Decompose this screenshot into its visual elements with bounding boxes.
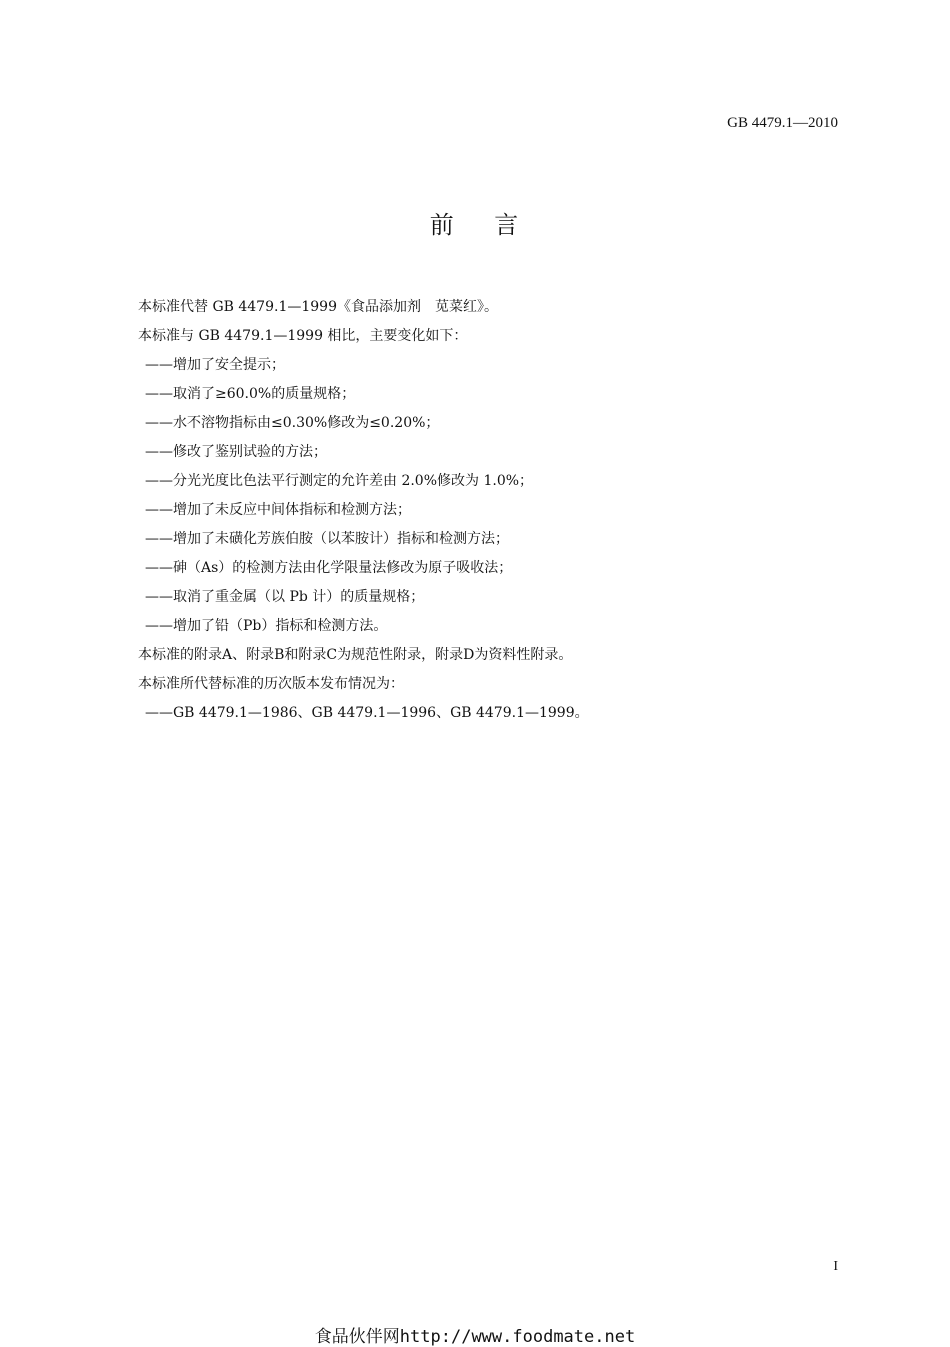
paragraph: 本标准所代替标准的历次版本发布情况为：: [138, 676, 404, 692]
list-item: ——取消了≥60.0%的质量规格；: [145, 386, 356, 402]
list-item: ——分光光度比色法平行测定的允许差由 2.0%修改为 1.0%；: [145, 473, 534, 489]
list-item: ——修改了鉴别试验的方法；: [145, 444, 327, 460]
page-number: I: [833, 1259, 838, 1274]
list-item: ——GB 4479.1—1986、GB 4479.1—1996、GB 4479.1—1999。: [145, 705, 589, 721]
paragraph: 本标准的附录A、附录B和附录C为规范性附录，附录D为资料性附录。: [138, 647, 573, 663]
paragraph: 本标准代替 GB 4479.1—1999《食品添加剂 苋菜红》。: [138, 299, 498, 315]
source-watermark: 食品伙伴网http://www.foodmate.net: [314, 1327, 636, 1347]
list-item: ——增加了未磺化芳族伯胺（以苯胺计）指标和检测方法；: [145, 531, 509, 547]
list-item: ——砷（As）的检测方法由化学限量法修改为原子吸收法；: [145, 560, 513, 576]
list-item: ——增加了未反应中间体指标和检测方法；: [145, 502, 411, 518]
list-item: ——取消了重金属（以 Pb 计）的质量规格；: [145, 589, 425, 605]
foreword-body: [138, 293, 838, 728]
page-title: 前 言: [429, 211, 521, 239]
list-item: ——增加了铅（Pb）指标和检测方法。: [145, 618, 388, 634]
list-item: ——水不溶物指标由≤0.30%修改为≤0.20%；: [145, 415, 440, 431]
paragraph: 本标准与 GB 4479.1—1999 相比，主要变化如下：: [138, 328, 468, 344]
document-code: GB 4479.1—2010: [727, 115, 838, 131]
list-item: ——增加了安全提示；: [145, 357, 285, 373]
